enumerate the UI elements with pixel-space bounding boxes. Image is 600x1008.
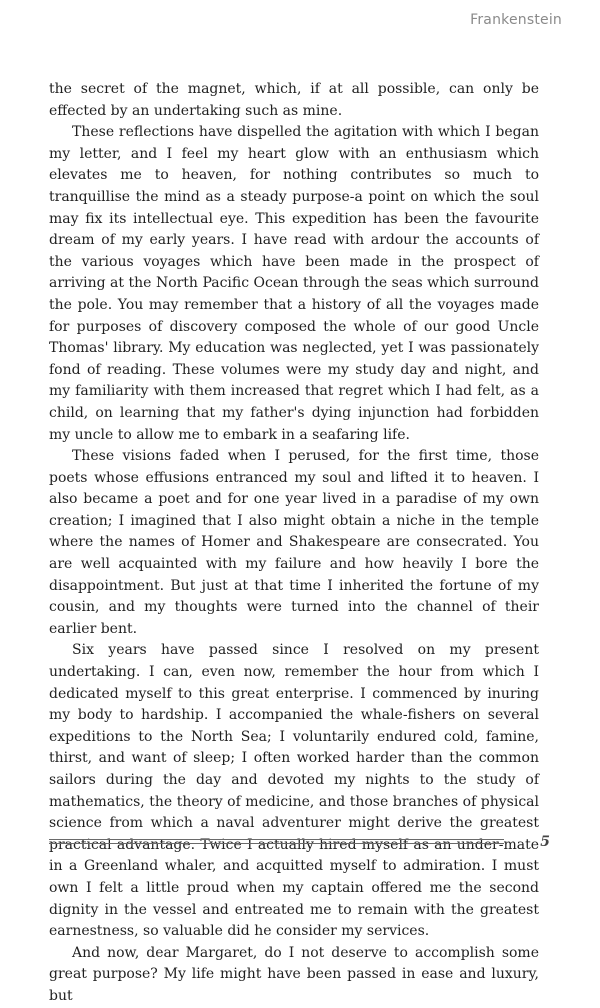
body-paragraph: And now, dear Margaret, do I not deserve to accomplish some great purpose? My life might have been passed in ease and luxury, but — [49, 944, 539, 1004]
page-body — [49, 79, 539, 1008]
body-paragraph: These visions faded when I perused, for the first time, those poets whose effusions entranced my soul and lifted it to heaven. I also became a poet and for one year lived in a paradise of my own creation; I imagined that I also might obtain a niche in the temple where the names of Homer and Shakespeare are consecrated. You are well acquainted with my failure and how heavily I bore the disappointment. But just at that time I inherited the fortune of my cousin, and my thoughts were turned into the channel of their earlier bent. — [49, 448, 539, 637]
page-number: 5 — [540, 834, 550, 850]
running-head-title: Frankenstein — [470, 12, 562, 28]
footer-rule-lower — [49, 843, 504, 844]
footer-rule-upper — [49, 839, 504, 840]
body-paragraph: Six years have passed since I resolved on my present undertaking. I can, even now, remember the hour from which I dedicated myself to this great enterprise. I commenced by inuring my body to hardship. I accompanied the whale-fishers on several expeditions to the North Sea; I voluntarily endured cold, famine, thirst, and want of sleep; I often worked harder than the common sailors during the day and devoted my nights to the study of mathematics, the theory of medicine, and those branches of physical science from which a naval adventurer might derive the greatest practical advantage. Twice I actually hired myself as an under-mate in a Greenland whaler, and acquitted myself to admiration. I must own I felt a little proud when my captain offered me the second dignity in the vessel and entreated me to remain with the greatest earnestness, so valuable did he consider my services. — [49, 642, 539, 940]
body-paragraph: These reflections have dispelled the agitation with which I began my letter, and I feel my heart glow with an enthusiasm which elevates me to heaven, for nothing contributes so much to tranquillise the mind as a steady purpose-a point on which the soul may fix its intellectual eye. This expedition has been the favourite dream of my early years. I have read with ardour the accounts of the various voyages which have been made in the prospect of arriving at the North Pacific Ocean through the seas which surround the pole. You may remember that a history of all the voyages made for purposes of discovery composed the whole of our good Uncle Thomas' library. My education was neglected, yet I was passionately fond of reading. These volumes were my study day and night, and my familiarity with them increased that regret which I had felt, as a child, on learning that my father's dying injunction had forbidden my uncle to allow me to embark in a seafaring life. — [49, 124, 539, 443]
body-paragraph: the secret of the magnet, which, if at all possible, can only be effected by an undertaking such as mine. — [49, 81, 539, 119]
